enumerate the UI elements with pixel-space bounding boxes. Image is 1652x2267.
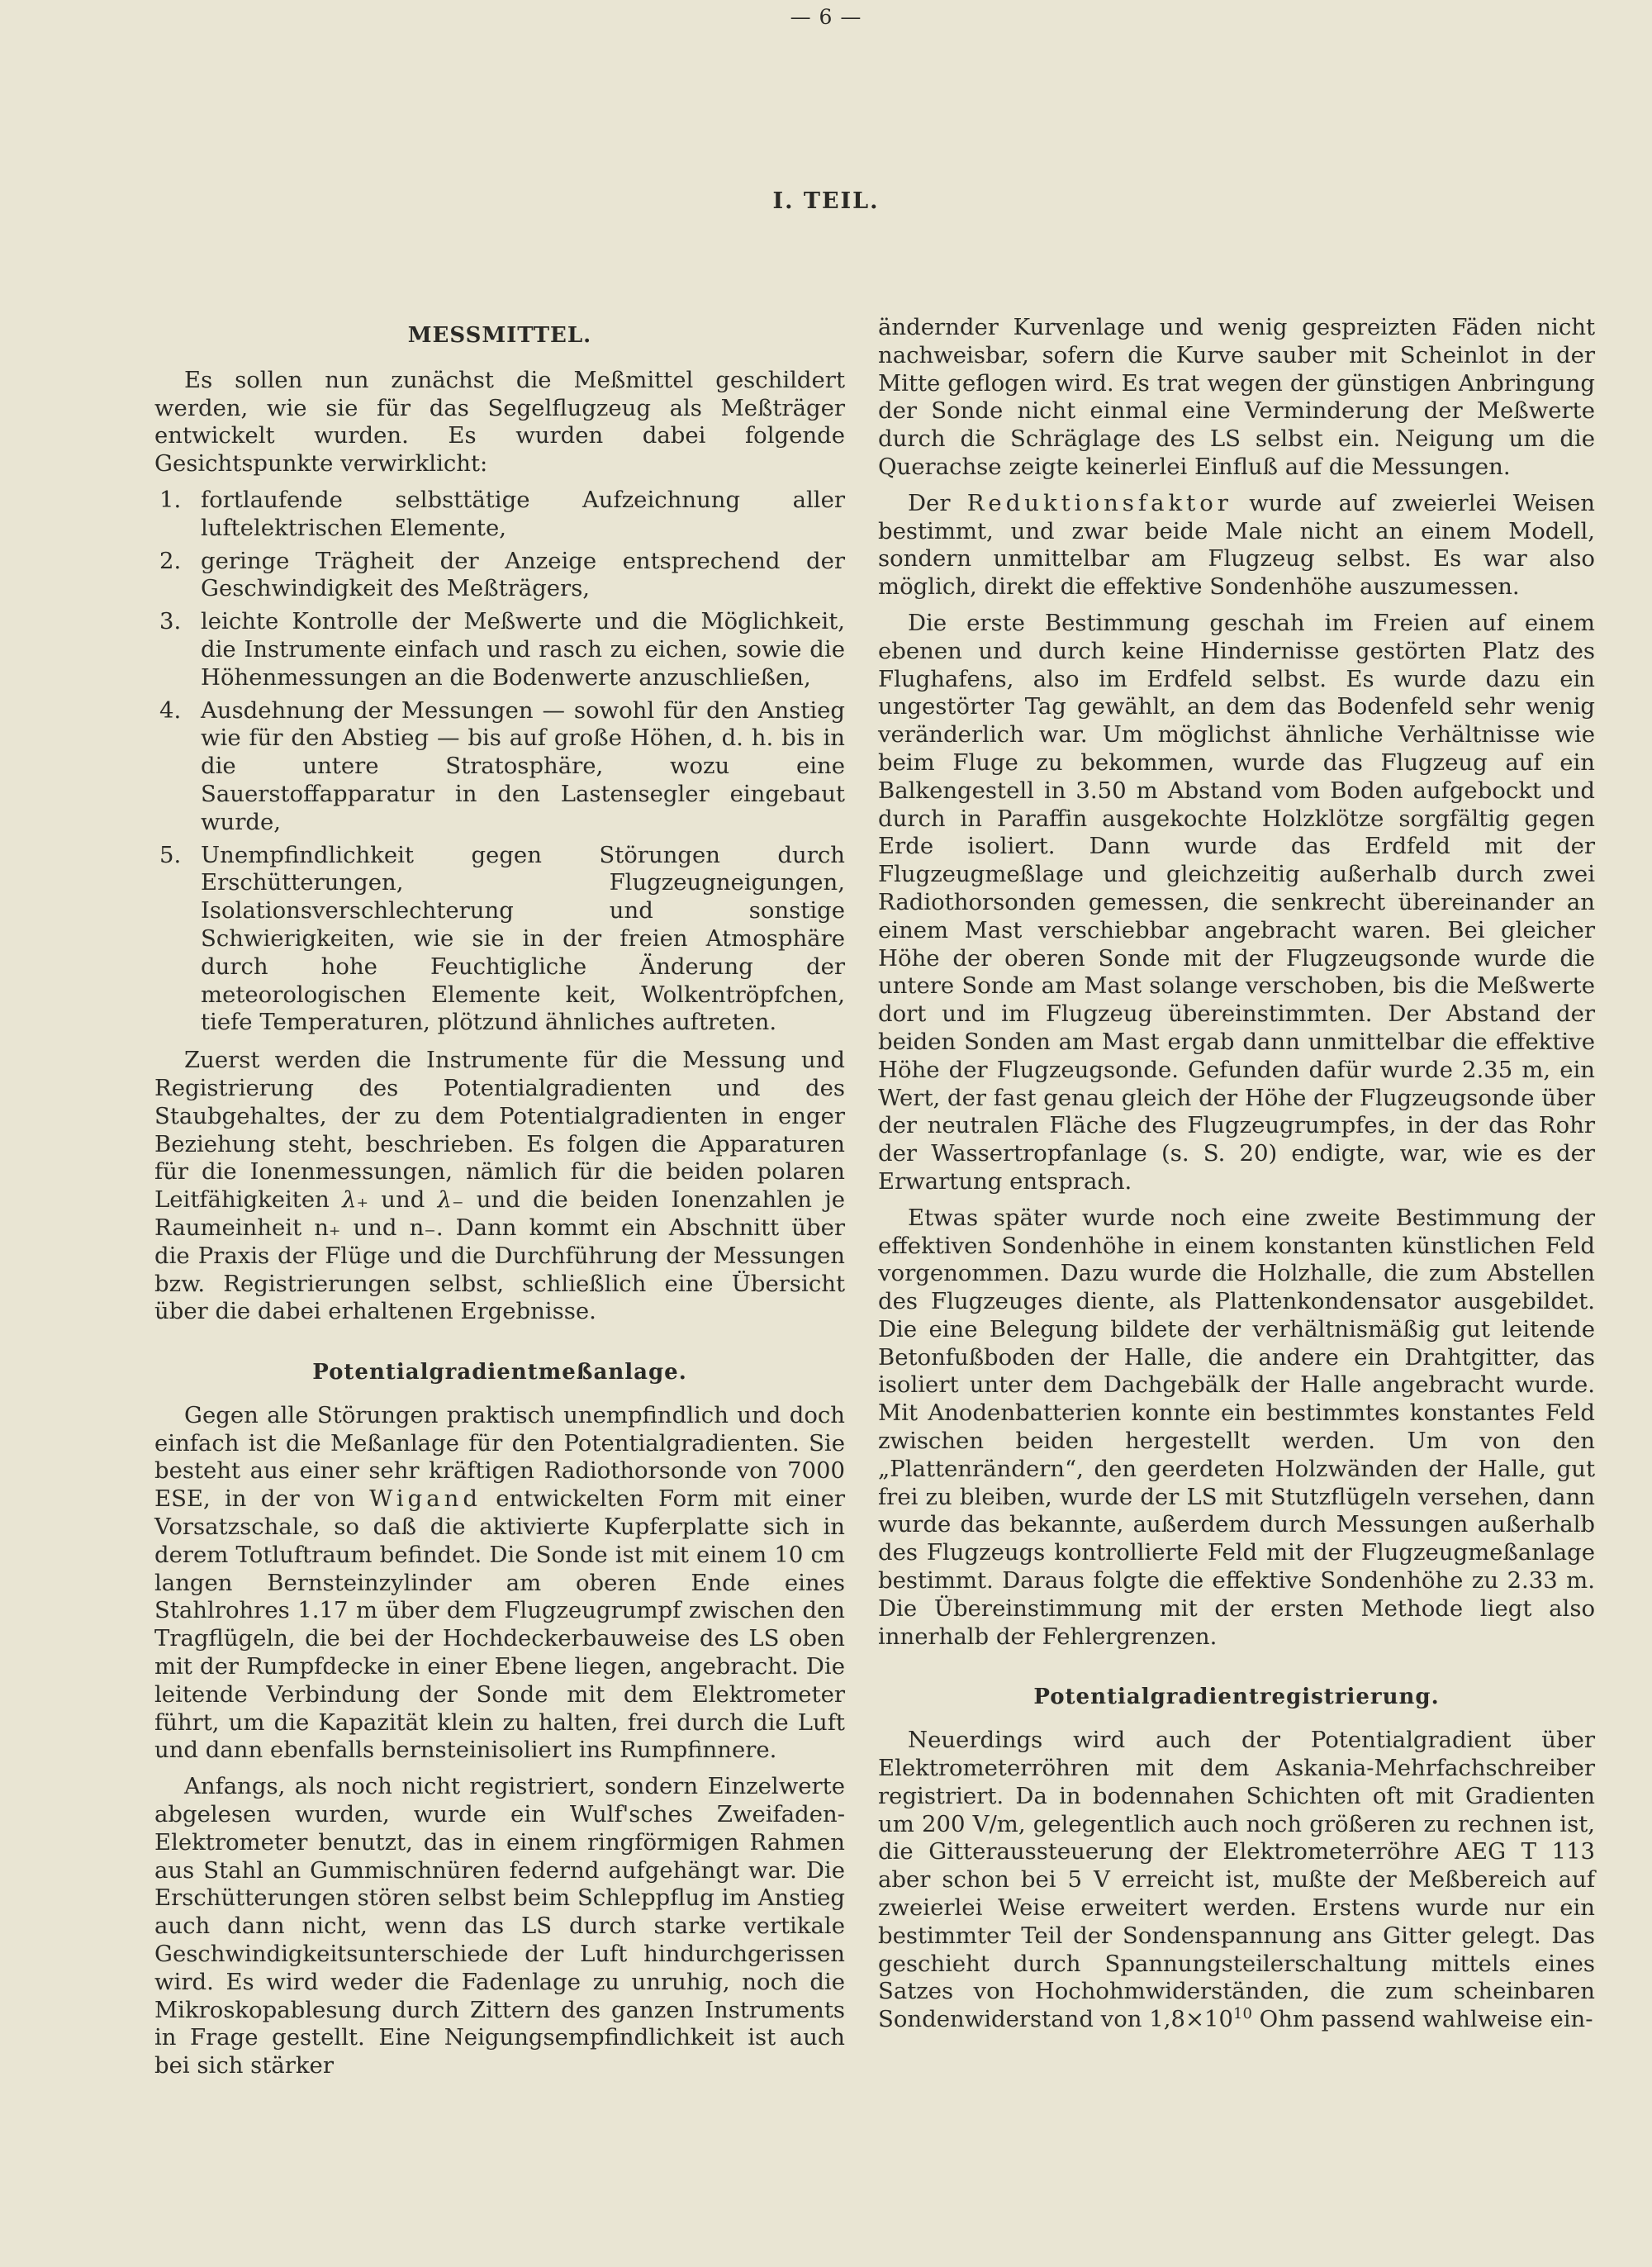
lambda-minus-symbol: λ₋: [437, 1186, 464, 1214]
lambda-plus-symbol: λ₊: [342, 1186, 369, 1214]
list-item: [154, 697, 845, 837]
text-run: Ohm passend wahlweise ein-: [1251, 2006, 1593, 2033]
list-text: Unempfindlichkeit gegen Störungen durch Erschütterungen, Flugzeugneigungen, Isolationsverschlechterung und sonstige Schwierigkeiten, wie sie in der freien Atmosphäre durch hohe Feuchtigliche Änderung der meteorologischen Elemente keit, Wolkentröpfchen, tiefe Temperaturen, plötzund ähnliches auftreten.: [201, 841, 845, 1036]
text-run: . Dann kommt ein Abschnitt über die Praxis der Flüge und die Durchführung der Messungen bzw. Registrierungen selbst, schließlich eine Übersicht über die dabei erhaltenen Ergebnisse.: [154, 1214, 845, 1325]
electrometer-paragraph: Anfangs, als noch nicht registriert, sondern Einzelwerte abgelesen wurden, wurde ein Wulf'sches Zweifaden-Elektrometer benutzt, das in einem ringförmigen Rahmen aus Stahl an Gummischnüren federnd aufgehängt war. Die Erschütterungen stören selbst beim Schleppflug im Anstieg auch dann nicht, wenn das LS durch starke vertikale Geschwindigkeitsunterschiede der Luft hindurchgerissen wird. Es wird weder die Fadenlage zu unruhig, noch die Mikroskopablesung durch Zittern des ganzen Instruments in Frage gestellt. Eine Neigungsempfindlichkeit ist auch bei sich stärker: [154, 1773, 845, 2079]
list-number: 4.: [159, 696, 182, 724]
list-text: Ausdehnung der Messungen — sowohl für den Anstieg wie für den Abstieg — bis auf große Höhen, d. h. bis in die untere Stratosphäre, wozu eine Sauerstoffapparatur in den Lastensegler eingebaut wurde,: [201, 696, 845, 835]
list-text: geringe Trägheit der Anzeige entsprechend der Geschwindigkeit des Meßträgers,: [201, 547, 845, 602]
list-text: fortlaufende selbsttätige Aufzeichnung aller luftelektrischen Elemente,: [201, 486, 845, 541]
apparatus-paragraph: [154, 1402, 845, 1765]
first-determination-paragraph: Die erste Bestimmung geschah im Freien auf einem ebenen und durch keine Hindernisse gestörten Platz des Flughafens, also im Erdfeld selbst. Es wurde dazu ein ungestörter Tag gewählt, an dem das Bodenfeld sehr wenig veränderlich war. Um möglichst ähnliche Verhältnisse wie beim Fluge zu bekommen, wurde das Flugzeug auf ein Balkengestell in 3.50 m Abstand vom Boden aufgebockt und durch in Paraffin ausgekochte Holzklötze sorgfältig gegen Erde isoliert. Dann wurde das Erdfeld mit der Flugzeugmeßlage und gleichzeitig außerhalb durch zwei Radiothorsonden gemessen, die senkrecht übereinander an einem Mast verschiebbar angebracht waren. Bei gleicher Höhe der oberen Sonde mit der Flugzeugsonde wurde die untere Sonde am Mast solange verschoben, bis die Meßwerte dort und im Flugzeug übereinstimmten. Der Abstand der beiden Sonden am Mast ergab dann unmittelbar die effektive Höhe der Flugzeugsonde. Gefunden dafür wurde 2.35 m, ein Wert, der fast genau gleich der Höhe der Flugzeugsonde über der neutralen Fläche des Flugzeugrumpfes, in der das Rohr der Wassertropfanlage (s. S. 20) endigte, war, wie es der Erwartung entsprach.: [878, 609, 1595, 1195]
section-heading-messmittel: MESSMITTEL.: [407, 323, 592, 348]
list-number: 5.: [159, 841, 182, 868]
page-number: — 6 —: [790, 5, 862, 29]
list-item: [154, 608, 845, 692]
text-run: Der: [908, 489, 967, 516]
registration-paragraph: [878, 1727, 1595, 2034]
overview-paragraph: [154, 1047, 845, 1326]
n-minus-symbol: n₋: [409, 1214, 436, 1241]
list-text: leichte Kontrolle der Meßwerte und die Möglichkeit, die Instrumente einfach und rasch zu eichen, sowie die Höhenmessungen an die Bodenwerte anzuschließen,: [201, 608, 845, 691]
list-number: 1.: [159, 486, 182, 513]
reduction-factor-paragraph: [878, 490, 1595, 601]
text-run: und die beiden Ionenzahlen je Raumeinheit: [154, 1186, 846, 1241]
requirements-list: [154, 487, 845, 1037]
text-run: Neuerdings wird auch der Potentialgradient über Elektrometerröhren mit dem Askania-Mehrfachschreiber registriert. Da in bodennahen Schichten oft mit Gradienten um 200 V/m, gelegentlich auch noch größeren zu rechnen ist, die Gitteraussteuerung der Elektrometerröhre AEG T 113 aber schon bei 5 V erreicht ist, mußte der Meßbereich auf zweierlei Weise erweitert werden. Erstens wurde nur ein bestimmter Teil der Sondenspannung ans Gitter gelegt. Das geschieht durch Spannungsteilerschaltung mittels eines Satzes von Hochohmwiderständen, die zum scheinbaren Sondenwiderstand von: [878, 1727, 1595, 2033]
author-name-wigand: Wigand: [369, 1485, 482, 1513]
text-run: Zuerst werden die Instrumente für die Messung und Registrierung des Potentialgradienten und des Staubgehaltes, der zu dem Potentialgradienten in enger Beziehung steht, beschrieben. Es folgen die Apparaturen für die Ionenmessungen, nämlich für die beiden polaren Leitfähigkeiten: [154, 1047, 845, 1214]
text-run: und: [368, 1186, 438, 1214]
resistance-exponent: 10: [1233, 2005, 1252, 2023]
list-number: 2.: [159, 547, 182, 574]
text-run: entwickelten Form mit einer Vorsatzschale, so daß die aktivierte Kupferplatte sich in derem Totluftraum befindet. Die Sonde ist mit einem 10 cm langen Bernsteinzylinder am oberen Ende eines Stahlrohres 1.17 m über dem Flugzeugrumpf zwischen den Tragflügeln, die bei der Hochdeckerbauweise des LS oben mit der Rumpfdecke in einer Ebene liegen, angebracht. Die leitende Verbindung der Sonde mit dem Elektrometer führt, um die Kapazität klein zu halten, frei durch die Luft und dann ebenfalls bernsteinisoliert ins Rumpfinnere.: [154, 1485, 845, 1764]
section-heading-potentialgradientregistrierung: Potentialgradientregistrierung.: [1033, 1685, 1440, 1710]
continued-paragraph: ändernder Kurvenlage und wenig gespreizten Fäden nicht nachweisbar, sofern die Kurve sauber mit Scheinlot in der Mitte geflogen wird. Es trat wegen der günstigen Anbringung der Sonde nicht einmal eine Verminderung der Meßwerte durch die Schräglage des LS selbst ein. Neigung um die Querachse zeigte keinerlei Einfluß auf die Messungen.: [878, 314, 1595, 480]
text-run: wurde auf zweierlei Weisen bestimmt, und zwar beide Male nicht an einem Modell, sondern unmittelbar am Flugzeug selbst. Es war also möglich, direkt die effektive Sondenhöhe auszumessen.: [878, 489, 1595, 601]
list-number: 3.: [159, 608, 182, 635]
intro-paragraph: Es sollen nun zunächst die Meßmittel geschildert werden, wie sie für das Segelflugzeug als Meßträger entwickelt wurden. Es wurden dabei folgende Gesichtspunkte verwirklicht:: [154, 366, 845, 478]
list-item: [154, 548, 845, 604]
section-heading-potentialgradientmessanlage: Potentialgradientmeßanlage.: [312, 1360, 687, 1385]
resistance-value: 1,8×10: [1149, 2006, 1233, 2033]
right-column: [878, 314, 1595, 2042]
list-item: [154, 487, 845, 543]
term-reduktionsfaktor: Reduktionsfaktor: [966, 489, 1232, 516]
text-run: und: [340, 1214, 410, 1241]
n-plus-symbol: n₊: [314, 1214, 341, 1241]
text-run: Gegen alle Störungen praktisch unempfindlich und doch einfach ist die Meßanlage für den Potentialgradienten. Sie besteht aus einer sehr kräftigen Radiothorsonde von 7000 ESE, in der von: [154, 1401, 845, 1513]
left-column: [154, 322, 845, 2089]
part-title: I. TEIL.: [772, 188, 880, 214]
list-item: [154, 842, 845, 1038]
second-determination-paragraph: Etwas später wurde noch eine zweite Bestimmung der effektiven Sondenhöhe in einem konstanten künstlichen Feld vorgenommen. Dazu wurde die Holzhalle, die zum Abstellen des Flugzeuges diente, als Plattenkondensator ausgebildet. Die eine Belegung bildete der verhältnismäßig gut leitende Betonfußboden der Halle, die andere ein Drahtgitter, das isoliert unter dem Dachgebälk der Halle angebracht wurde. Mit Anodenbatterien konnte ein bestimmtes konstantes Feld zwischen beiden hergestellt werden. Um von den „Plattenrändern“, den geerdeten Holzwänden der Halle, gut frei zu bleiben, wurde der LS mit Stutzflügeln versehen, dann wurde das bekannte, außerdem durch Messungen außerhalb des Flugzeugs kontrollierte Feld mit der Flugzeugmeßanlage bestimmt. Daraus folgte die effektive Sondenhöhe zu 2.33 m. Die Übereinstimmung mit der ersten Methode liegt also innerhalb der Fehlergrenzen.: [878, 1204, 1595, 1650]
